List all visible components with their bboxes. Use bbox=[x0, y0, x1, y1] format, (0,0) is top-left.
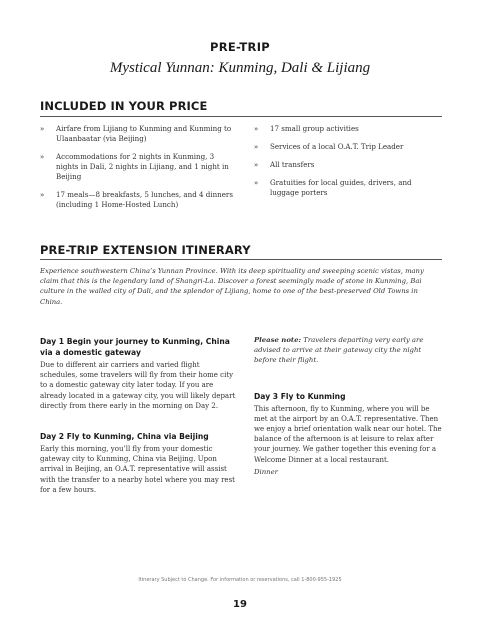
chevron-bullet-icon: » bbox=[254, 125, 259, 133]
travel-note-text: Travelers departing very early are advised to arrive at their gateway city the night before their flight. bbox=[254, 336, 424, 365]
chevron-bullet-icon: » bbox=[254, 161, 259, 169]
footer-disclaimer: Itinerary Subject to Change. For information or reservations, call 1-800-955-1925 bbox=[138, 577, 342, 583]
itinerary-heading: PRE-TRIP EXTENSION ITINERARY bbox=[40, 243, 251, 257]
included-item bbox=[254, 124, 442, 134]
itinerary-left-column bbox=[40, 336, 236, 495]
included-item bbox=[254, 142, 442, 152]
included-item bbox=[40, 152, 238, 182]
day-1-body: Due to different air carriers and varied flight schedules, some travelers will fly from their home city to a domestic gateway city later today. If you are already located in a gateway city, you will likely depart directly from there early in the morning on Day 2. bbox=[40, 361, 236, 410]
itinerary-divider bbox=[40, 259, 442, 260]
included-item-text: Accommodations for 2 nights in Kunming, 3 nights in Dali, 2 nights in Lijiang, and 1 night in Beijing bbox=[56, 152, 229, 181]
included-item bbox=[254, 178, 442, 198]
included-item-text: Services of a local O.A.T. Trip Leader bbox=[270, 142, 404, 151]
included-divider bbox=[40, 116, 442, 117]
chevron-bullet-icon: » bbox=[40, 125, 45, 133]
included-item bbox=[40, 190, 238, 210]
day-3-block bbox=[254, 391, 442, 477]
chevron-bullet-icon: » bbox=[254, 143, 259, 151]
chevron-bullet-icon: » bbox=[40, 153, 45, 161]
day-3-meals: Dinner bbox=[254, 467, 278, 476]
included-right-column bbox=[254, 124, 442, 206]
itinerary-right-column bbox=[254, 335, 442, 477]
page-number: 19 bbox=[233, 599, 247, 610]
included-item-text: 17 small group activities bbox=[270, 124, 359, 133]
day-2-block bbox=[40, 431, 236, 495]
day-1-block bbox=[40, 336, 236, 411]
included-left-column bbox=[40, 124, 238, 218]
included-item bbox=[254, 160, 442, 170]
travel-note bbox=[254, 335, 442, 366]
day-3-body: This afternoon, fly to Kunming, where you will be met at the airport by an O.A.T. representative. Then we enjoy a brief orientation walk near our hotel. The balance of the afternoon is at leisure to relax after your journey. We gather together this evening for a Welcome Dinner at a local restaurant. bbox=[254, 404, 442, 464]
travel-note-label: Please note: bbox=[254, 336, 302, 344]
itinerary-intro: Experience southwestern China’s Yunnan Province. With its deep spirituality and sweeping scenic vistas, many claim that this is the legendary land of Shangri-La. Discover a forest seemingly made of stone in Kunming, Bai culture in the walled city of Dali, and the splendor of Lijiang, home to one of the best-preserved Old Towns in China. bbox=[40, 267, 424, 306]
included-item-text: Airfare from Lijiang to Kunming and Kunming to Ulaanbaatar (via Beijing) bbox=[56, 124, 232, 143]
included-item-text: All transfers bbox=[270, 160, 315, 169]
included-heading: INCLUDED IN YOUR PRICE bbox=[40, 99, 208, 113]
day-1-title: Day 1 Begin your journey to Kunming, China via a domestic gateway bbox=[40, 337, 230, 357]
day-2-body: Early this morning, you’ll fly from your domestic gateway city to Kunming, China via Beijing. Upon arrival in Beijing, an O.A.T. representative will assist with the transfer to a nearby hotel where you may rest for a few hours. bbox=[40, 445, 235, 494]
included-left-list bbox=[40, 124, 238, 210]
included-item-text: Gratuities for local guides, drivers, and luggage porters bbox=[270, 178, 412, 197]
day-2-title: Day 2 Fly to Kunming, China via Beijing bbox=[40, 432, 209, 442]
chevron-bullet-icon: » bbox=[254, 179, 259, 187]
included-right-list bbox=[254, 124, 442, 198]
pretrip-label: PRE-TRIP bbox=[209, 40, 271, 54]
chevron-bullet-icon: » bbox=[40, 191, 45, 199]
included-item bbox=[40, 124, 238, 144]
day-3-title: Day 3 Fly to Kunming bbox=[254, 391, 346, 401]
included-item-text: 17 meals—8 breakfasts, 5 lunches, and 4 dinners (including 1 Home-Hosted Lunch) bbox=[56, 190, 233, 209]
trip-title: Mystical Yunnan: Kunming, Dali & Lijiang bbox=[109, 60, 371, 76]
